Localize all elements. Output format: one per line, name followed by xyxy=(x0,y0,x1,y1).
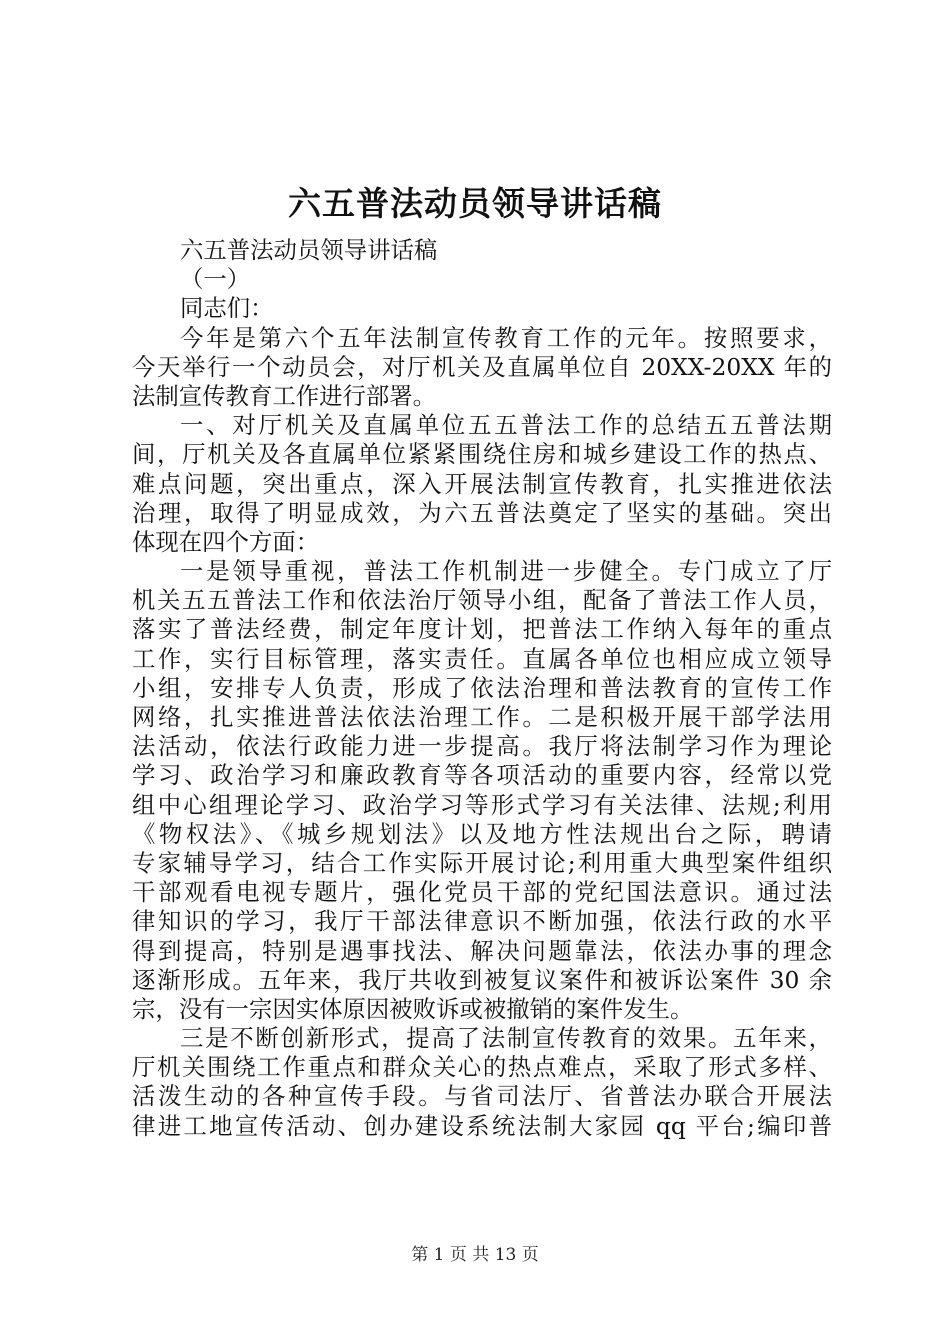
paragraph-line: 学习、政治学习和廉政教育等各项活动的重要内容，经常以党 xyxy=(132,761,832,790)
paragraph-line: 法制宣传教育工作进行部署。 xyxy=(132,381,437,410)
paragraph-line: 落实了普法经费，制定年度计划，把普法工作纳入每年的重点 xyxy=(132,615,832,644)
paragraph-line: 律知识的学习，我厅干部法律意识不断加强，依法行政的水平 xyxy=(132,907,832,936)
paragraph-line: 体现在四个方面： xyxy=(132,527,320,556)
paragraph-line: 治理，取得了明显成效，为六五普法奠定了坚实的基础。突出 xyxy=(132,498,832,527)
paragraph-line: 律进工地宣传活动、创办建设系统法制大家园 qq 平台;编印普 xyxy=(132,1111,832,1140)
paragraph-line: 一是领导重视，普法工作机制进一步健全。专门成立了厅 xyxy=(180,557,832,586)
subtitle-line: 六五普法动员领导讲话稿 xyxy=(180,236,438,264)
paragraph-line: 工作，实行目标管理，落实责任。直属各单位也相应成立领导 xyxy=(132,644,832,673)
salutation-line: 同志们： xyxy=(180,294,274,323)
paragraph-line: 厅机关围绕工作重点和群众关心的热点难点，采取了形式多样、 xyxy=(132,1053,832,1082)
paragraph-line: 活泼生动的各种宣传手段。与省司法厅、省普法办联合开展法 xyxy=(132,1082,832,1111)
paragraph-line: 《物权法》、《城乡规划法》以及地方性法规出台之际，聘请 xyxy=(132,819,832,848)
paragraph-line: 专家辅导学习，结合工作实际开展讨论;利用重大典型案件组织 xyxy=(132,848,832,877)
paragraph-line: 难点问题，突出重点，深入开展法制宣传教育，扎实推进依法 xyxy=(132,469,832,498)
paragraph-line: 干部观看电视专题片，强化党员干部的党纪国法意识。通过法 xyxy=(132,878,832,907)
document-title: 六五普法动员领导讲话稿 xyxy=(288,184,662,223)
paragraph-line: 小组，安排专人负责，形成了依法治理和普法教育的宣传工作 xyxy=(132,673,832,702)
paragraph-line: 今年是第六个五年法制宣传教育工作的元年。按照要求， xyxy=(180,323,832,352)
paragraph-line: 一、对厅机关及直属单位五五普法工作的总结五五普法期 xyxy=(180,411,832,440)
paragraph-line: 今天举行一个动员会，对厅机关及直属单位自 20XX-20XX 年的 xyxy=(132,352,832,381)
section-number-line: （一） xyxy=(180,265,251,294)
paragraph-line: 机关五五普法工作和依法治厅领导小组，配备了普法工作人员， xyxy=(132,586,832,615)
paragraph-line: 三是不断创新形式，提高了法制宣传教育的效果。五年来， xyxy=(180,1024,832,1053)
paragraph-line: 网络，扎实推进普法依法治理工作。二是积极开展干部学法用 xyxy=(132,703,832,731)
paragraph-line: 宗，没有一宗因实体原因被败诉或被撤销的案件发生。 xyxy=(132,994,694,1023)
page-footer: 第 1 页 共 13 页 xyxy=(411,1245,539,1265)
paragraph-line: 法活动，依法行政能力进一步提高。我厅将法制学习作为理论 xyxy=(132,732,832,761)
paragraph-line: 组中心组理论学习、政治学习等形式学习有关法律、法规;利用 xyxy=(132,790,832,819)
paragraph-line: 逐渐形成。五年来，我厅共收到被复议案件和被诉讼案件 30 余 xyxy=(132,965,832,994)
paragraph-line: 间，厅机关及各直属单位紧紧围绕住房和城乡建设工作的热点、 xyxy=(132,440,832,469)
document-body xyxy=(132,236,832,1141)
paragraph-line: 得到提高，特别是遇事找法、解决问题靠法，依法办事的理念 xyxy=(132,936,832,965)
